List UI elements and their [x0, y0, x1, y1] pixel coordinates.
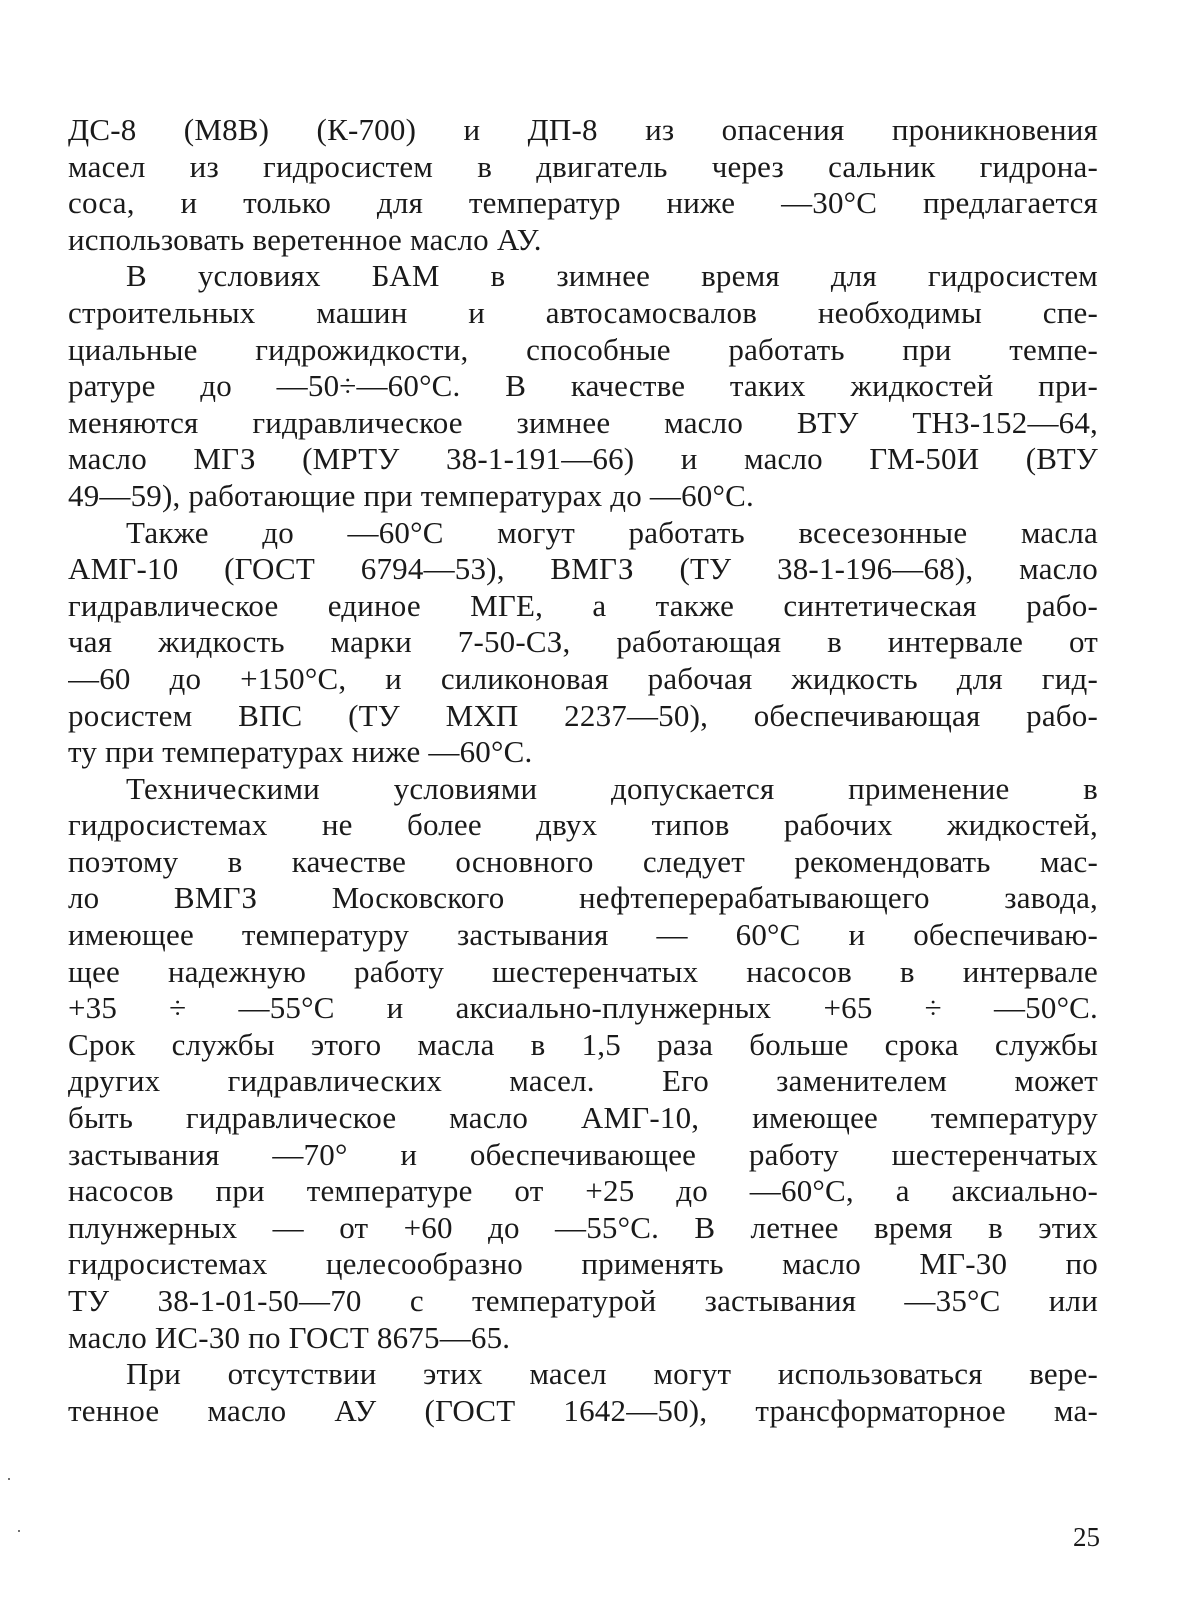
text-line: ту при температурах ниже —60°С.: [68, 734, 533, 770]
text-line: быть гидравлическое масло АМГ-10, имеющее температуру: [68, 1100, 1098, 1136]
scan-speck: [8, 1478, 10, 1480]
body-text: [68, 112, 1098, 1429]
text-line: застывания —70° и обеспечивающее работу шестеренчатых: [68, 1136, 1098, 1172]
paragraph-start-line: Техническими условиями допускается применение в: [126, 770, 1098, 806]
text-line: циальные гидрожидкости, способные работать при темпе-: [68, 331, 1098, 367]
text-line: гидросистемах не более двух типов рабочих жидкостей,: [68, 807, 1098, 843]
text-line: Срок службы этого масла в 1,5 раза больше срока службы: [68, 1026, 1098, 1062]
text-line: масел из гидросистем в двигатель через сальник гидрона-: [68, 148, 1098, 184]
text-line: гидросистемах целесообразно применять масло МГ-30 по: [68, 1246, 1098, 1282]
text-line: ратуре до —50÷—60°С. В качестве таких жидкостей при-: [68, 368, 1098, 404]
text-line: ДС-8 (М8В) (К-700) и ДП-8 из опасения проникновения: [68, 112, 1098, 147]
text-line: +35 ÷ —55°С и аксиально-плунжерных +65 ÷ —50°С.: [68, 990, 1098, 1026]
text-line: соса, и только для температур ниже —30°С предлагается: [68, 185, 1098, 221]
text-line: насосов при температуре от +25 до —60°С, а аксиально-: [68, 1173, 1098, 1209]
page-number: 25: [1073, 1522, 1100, 1552]
text-line: поэтому в качестве основного следует рекомендовать мас-: [68, 843, 1098, 879]
text-line: ТУ 38-1-01-50—70 с температурой застывания —35°С или: [68, 1283, 1098, 1318]
paragraph-start-line: При отсутствии этих масел могут использоваться вере-: [126, 1356, 1098, 1392]
text-line: росистем ВПС (ТУ МХП 2237—50), обеспечивающая рабо-: [68, 697, 1098, 733]
paragraph-start-line: В условиях БАМ в зимнее время для гидросистем: [126, 258, 1098, 294]
text-line: масло ИС-30 по ГОСТ 8675—65.: [68, 1319, 511, 1355]
text-line: ло ВМГЗ Московского нефтеперерабатывающего завода,: [68, 880, 1098, 916]
text-line: —60 до +150°С, и силиконовая рабочая жидкость для гид-: [68, 660, 1098, 696]
text-line: тенное масло АУ (ГОСТ 1642—50), трансформаторное ма-: [68, 1392, 1098, 1428]
text-line: гидравлическое единое МГЕ, а также синтетическая рабо-: [68, 587, 1098, 623]
text-line: меняются гидравлическое зимнее масло ВТУ ТНЗ-152—64,: [68, 404, 1098, 440]
text-line: имеющее температуру застывания — 60°С и обеспечиваю-: [68, 917, 1098, 953]
scan-speck: [18, 1530, 20, 1532]
text-line: использовать веретенное масло АУ.: [68, 221, 542, 257]
text-line: АМГ-10 (ГОСТ 6794—53), ВМГЗ (ТУ 38-1-196—68), масло: [68, 551, 1098, 587]
text-line: строительных машин и автосамосвалов необходимы спе-: [68, 294, 1098, 330]
text-line: плунжерных — от +60 до —55°С. В летнее время в этих: [68, 1209, 1098, 1245]
text-line: щее надежную работу шестеренчатых насосов в интервале: [68, 953, 1098, 989]
text-line: масло МГЗ (МРТУ 38-1-191—66) и масло ГМ-50И (ВТУ: [68, 441, 1098, 477]
text-line: других гидравлических масел. Его заменителем может: [68, 1063, 1098, 1099]
text-line: 49—59), работающие при температурах до —60°С.: [68, 477, 754, 513]
paragraph-start-line: Также до —60°С могут работать всесезонные масла: [126, 514, 1098, 550]
text-line: чая жидкость марки 7-50-СЗ, работающая в интервале от: [68, 624, 1098, 660]
